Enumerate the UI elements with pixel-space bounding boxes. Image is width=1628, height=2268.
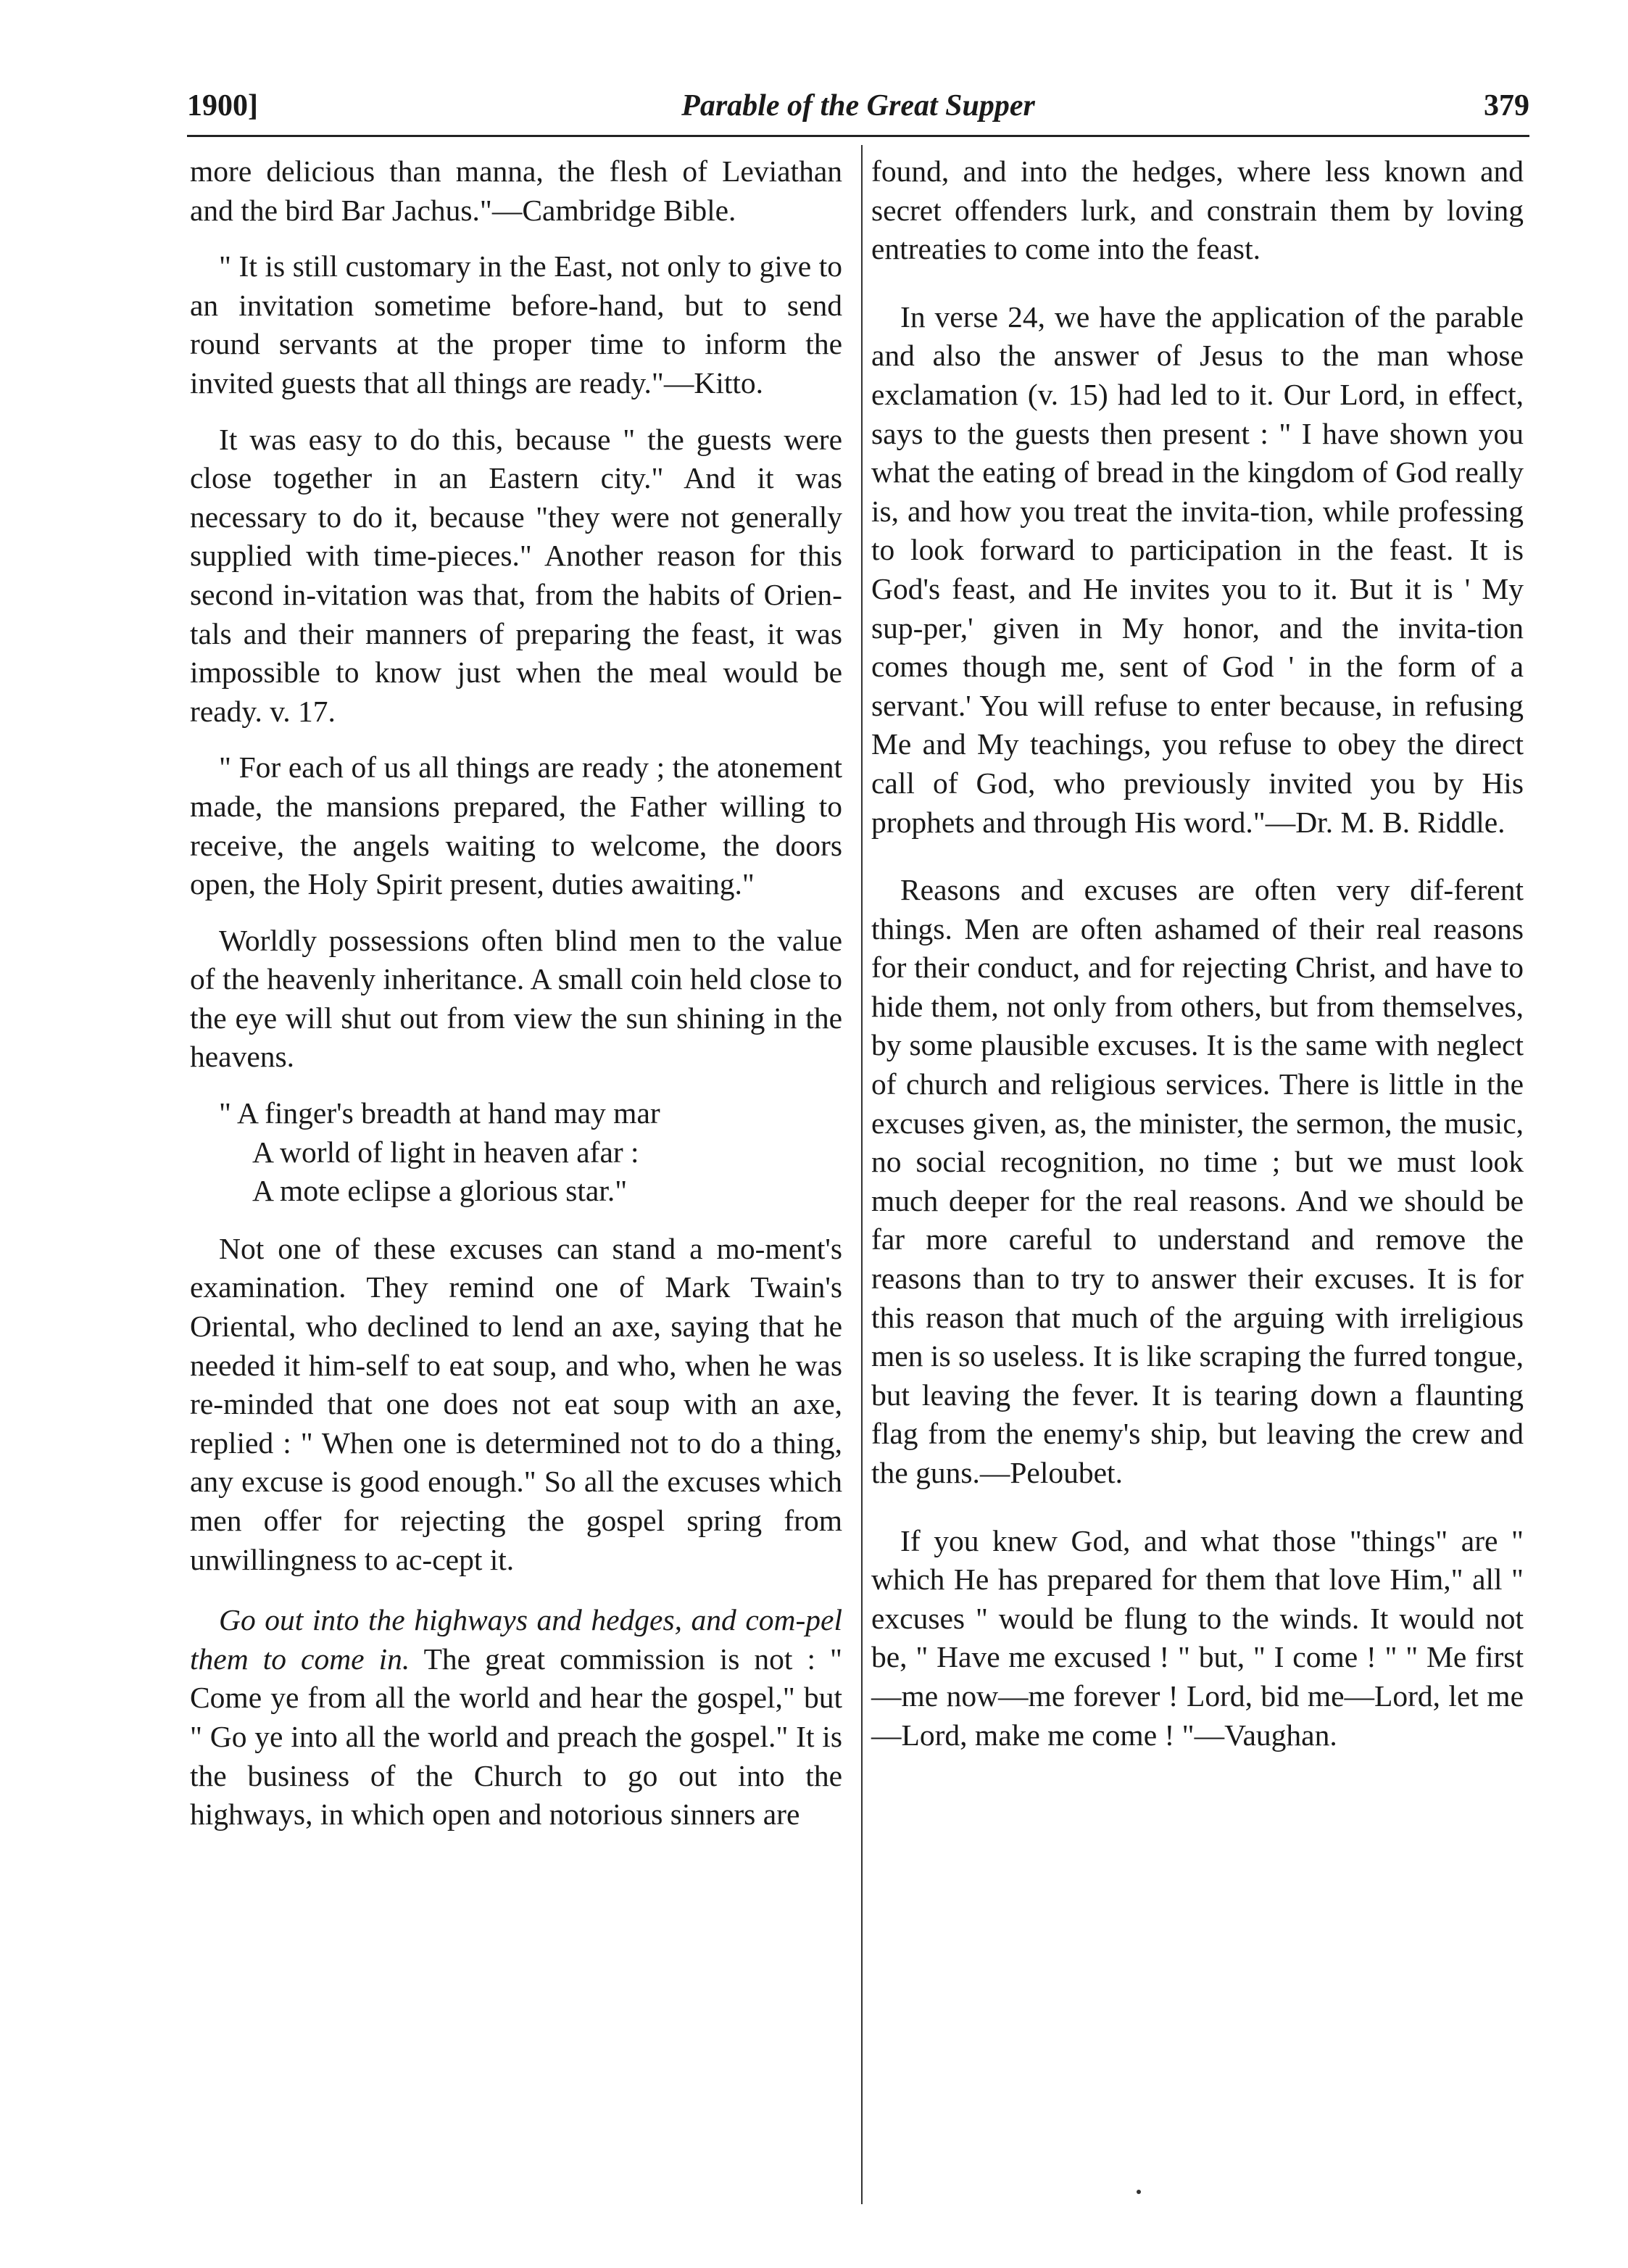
poem-line: " A finger's breadth at hand may mar [219, 1096, 660, 1130]
left-paragraph-4: " For each of us all things are ready ; the atonement made, the mansions prepared, the Father willing to receive, the angels waiting to welcome, the doors open, the Holy Spirit present, duties awaiting." [190, 750, 842, 901]
scripture-quote: Go out into the highways and hedges, and com-pel them to come in. [190, 1603, 842, 1676]
running-head-year: 1900] [187, 89, 258, 123]
right-paragraph-1: found, and into the hedges, where less known and secret offenders lurk, and constrain them by loving entreaties to come into the feast. [871, 154, 1524, 266]
poem-line: A mote eclipse a glorious star." [252, 1174, 628, 1208]
right-paragraph-3: Reasons and excuses are often very dif-ferent things. Men are often ashamed of their real reasons for their conduct, and for rejecting Christ, and have to hide them, not only from others, but from themselves, by some plausible excuses. It is the same with neglect of church and religious services. There is little in the excuses given, as, the minister, the sermon, the music, no social recognition, no time ; but we must look much deeper for the real reasons. And we should be far more careful to understand and remove the reasons than to try to answer their excuses. It is for this reason that much of the arguing with irreligious men is so useless. It is like scraping the furred tongue, but leaving the fever. It is tearing down a flaunting flag from the enemy's ship, but leaving the crew and the guns.—Peloubet. [871, 873, 1524, 1489]
running-head-title: Parable of the Great Supper [681, 89, 1035, 123]
footer-mark [1137, 2190, 1141, 2194]
running-head [187, 86, 1529, 132]
left-paragraph-2: " It is still customary in the East, not only to give to an invitation sometime before-hand, but to send round servants at the proper time to inform the invited guests that all things are ready."—Kitto. [190, 249, 842, 400]
left-paragraph-5: Worldly possessions often blind men to the value of the heavenly inheritance. A small coin held close to the eye will shut out from view the sun shining in the heavens. [190, 923, 842, 1074]
right-paragraph-2: In verse 24, we have the application of the parable and also the answer of Jesus to the man whose exclamation (v. 15) had led to it. Our Lord, in effect, says to the guests then present : " I have shown you what the eating of bread in the kingdom of God really is, and how you treat the invita-tion, while professing to look forward to participation in the feast. It is God's feast, and He invites you to it. But it is ' My sup-per,' given in My honor, and the invita-tion comes though me, sent of God ' in the form of a servant.' You will refuse to enter because, in refusing Me and My teachings, you refuse to obey the direct call of God, who previously invited you by His prophets and through His word."—Dr. M. B. Riddle. [871, 299, 1524, 839]
left-paragraph-1: more delicious than manna, the flesh of Leviathan and the bird Bar Jachus."—Cambridge Bible. [190, 154, 842, 227]
poem-line: A world of light in heaven afar : [252, 1135, 639, 1169]
left-paragraph-7-text: The great commission is not : " Come ye from all the world and hear the gospel," but " Go ye into all the world and preach the gospel." It is the business of the Church to go out into the highways, in which open and notorious sinners are [190, 1642, 843, 1832]
left-paragraph-6: Not one of these excuses can stand a mo-ment's examination. They remind one of Mark Twain's Oriental, who declined to lend an axe, saying that he needed it him-self to eat soup, and who, when he was re-minded that one does not eat soup with an axe, replied : " When one is determined not to do a thing, any excuse is good enough." So all the excuses which men offer for rejecting the gospel spring from unwillingness to ac-cept it. [190, 1231, 842, 1576]
left-paragraph-7 [190, 1601, 842, 1834]
column-divider [861, 145, 863, 2204]
left-paragraph-3: It was easy to do this, because " the guests were close together in an Eastern city." And it was necessary to do it, because "they were not generally supplied with time-pieces." Another reason for this second in-vitation was that, from the habits of Orien-tals and their manners of preparing the feast, it was impossible to know just when the meal would be ready. v. 17. [190, 422, 842, 728]
right-paragraph-4: If you knew God, and what those "things" are " which He has prepared for them that love Him," all " excuses " would be flung to the winds. It would not be, " Have me excused ! " but, " I come ! " " Me first—me now—me forever ! Lord, bid me—Lord, let me—Lord, make me come ! "—Vaughan. [871, 1523, 1524, 1752]
left-column [190, 152, 842, 1834]
poem-quote [190, 1094, 842, 1211]
page-number: 379 [1484, 89, 1529, 123]
header-rule [187, 135, 1529, 137]
right-column [871, 152, 1524, 1755]
